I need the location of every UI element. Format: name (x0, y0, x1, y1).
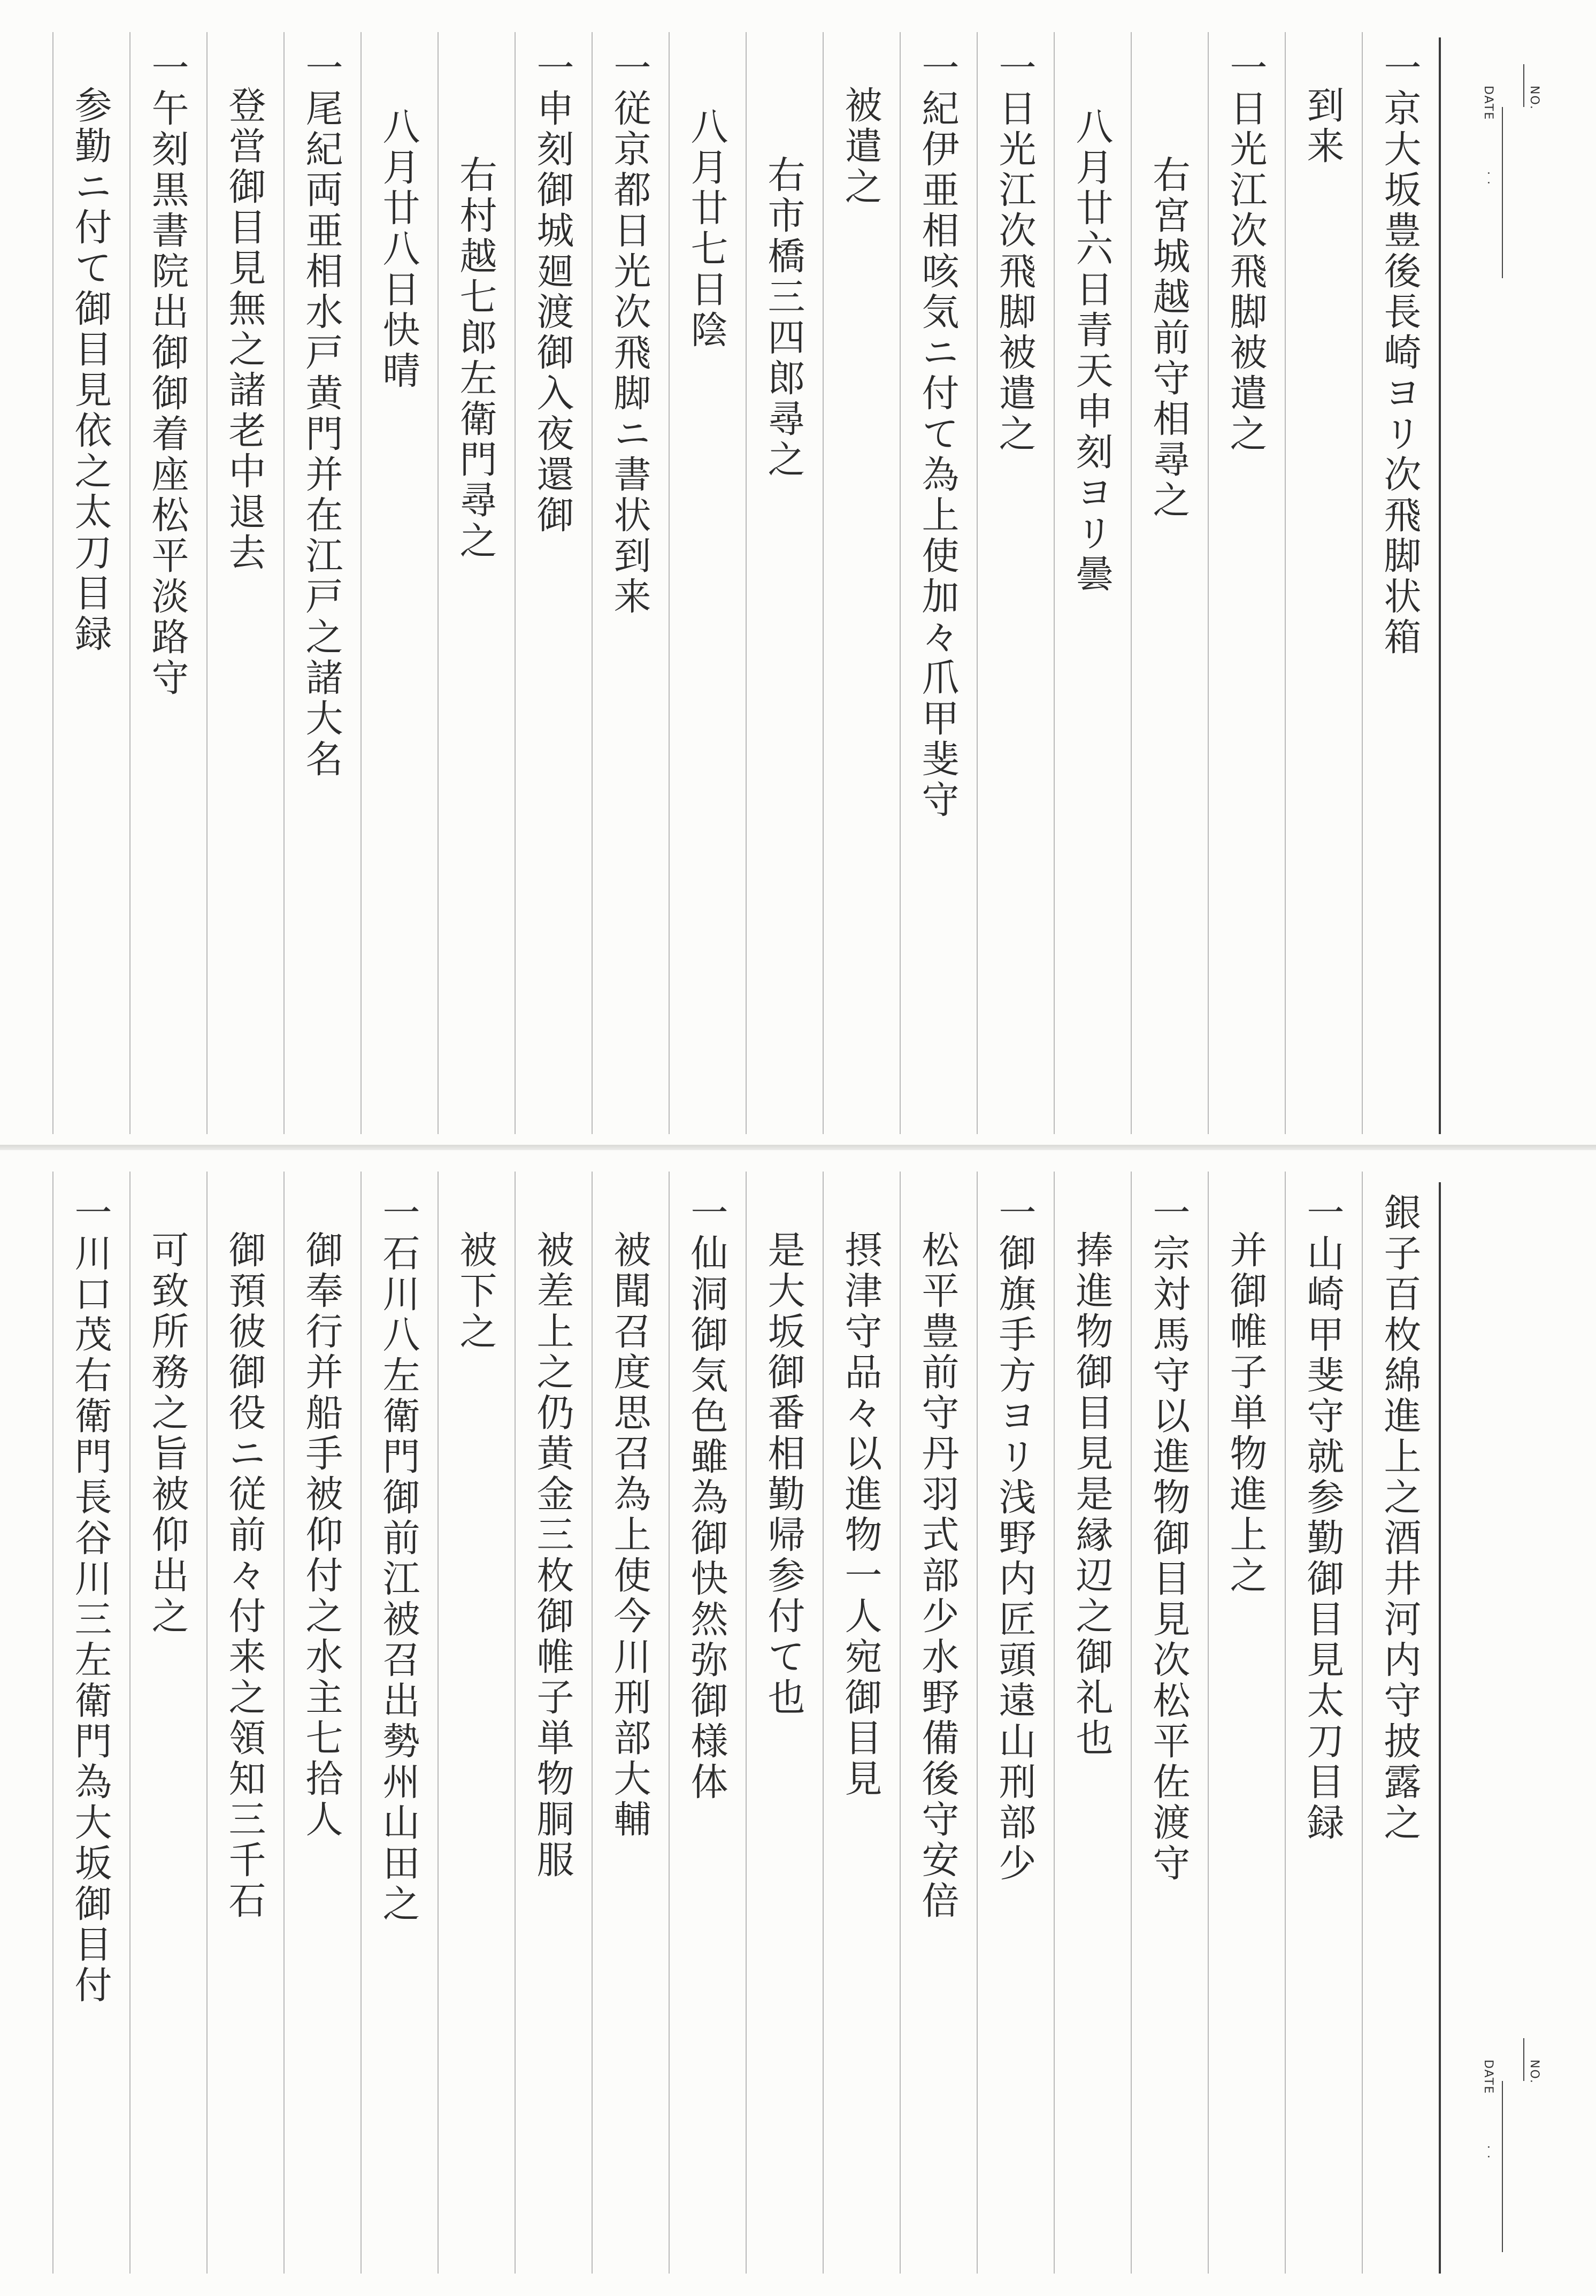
ruled-line (515, 1172, 516, 2274)
ruled-line (592, 1172, 593, 2274)
text-column: 捧進物御目見是縁辺之御礼也 (1070, 1230, 1114, 1759)
text-column: 八月廿八日快晴 (377, 107, 420, 392)
text-column: 被聞召度思召為上使今川刑部大輔 (608, 1230, 651, 1840)
ruled-line (515, 32, 516, 1134)
ruled-line (1131, 1172, 1132, 2274)
ruled-line (1285, 32, 1286, 1134)
text-column: 八月廿六日青天申刻ヨリ曇 (1070, 107, 1114, 595)
text-column: 是大坂御番相勤帰参付て也 (762, 1230, 805, 1718)
ruled-line (129, 1172, 131, 2274)
page-fold (0, 1145, 1596, 1150)
text-column: 松平豊前守丹羽式部少水野備後守安倍 (916, 1230, 960, 1922)
no-underline (1523, 64, 1524, 107)
ruled-line (1208, 32, 1209, 1134)
text-column: 一尾紀両亜相水戸黄門并在江戸之諸大名 (300, 48, 343, 780)
text-column: 并御帷子単物進上之 (1224, 1230, 1268, 1596)
ruled-line (746, 32, 747, 1134)
text-column: 被差上之仍黄金三枚御帷子単物胴服 (531, 1230, 574, 1881)
text-column: 一山崎甲斐守就参勤御目見太刀目録 (1301, 1193, 1345, 1843)
no-label: NO. (1528, 2060, 1541, 2084)
text-column: 被遣之 (839, 86, 883, 208)
margin-line (1439, 37, 1441, 1134)
ruled-line (52, 32, 53, 1134)
ruled-line (52, 1172, 53, 2274)
ruled-line (746, 1172, 747, 2274)
text-column: 一日光江次飛脚被遣之 (1224, 48, 1268, 455)
ruled-line (977, 1172, 978, 2274)
text-column: 一川口茂右衛門長谷川三左衛門為大坂御目付 (68, 1193, 112, 2006)
ruled-line (1131, 32, 1132, 1134)
notebook-page-top (0, 0, 1596, 1145)
text-column: 参勤ニ付て御目見依之太刀目録 (68, 86, 112, 655)
text-column: 一従京都日光次飛脚ニ書状到来 (608, 48, 651, 617)
ruled-line (360, 1172, 362, 2274)
text-column: 登営御目見無之諸老中退去 (222, 86, 266, 573)
ruled-line (360, 32, 362, 1134)
ruled-line (206, 1172, 208, 2274)
date-dots: . . (1485, 171, 1498, 186)
text-column: 一紀伊亜相咳気ニ付て為上使加々爪甲斐守 (916, 48, 960, 821)
ruled-line (823, 32, 824, 1134)
text-column: 八月廿七日陰 (685, 107, 728, 351)
text-column: 可致所務之旨被仰出之 (145, 1230, 189, 1637)
margin-line (1439, 1182, 1441, 2274)
text-column: 一日光江次飛脚被遣之 (993, 48, 1037, 455)
ruled-line (669, 32, 670, 1134)
ruled-line (1285, 1172, 1286, 2274)
text-column: 御奉行并船手被仰付之水主七拾人 (300, 1230, 343, 1840)
text-column: 銀子百枚綿進上之酒井河内守披露之 (1378, 1193, 1422, 1843)
text-column: 到来 (1301, 86, 1345, 167)
ruled-line (823, 1172, 824, 2274)
text-column: 一午刻黒書院出御御着座松平淡路守 (145, 48, 189, 699)
text-column: 右市橋三四郎尋之 (762, 155, 805, 480)
no-label: NO. (1528, 86, 1541, 110)
text-column: 一御旗手方ヨリ浅野内匠頭遠山刑部少 (993, 1193, 1037, 1884)
ruled-line (1208, 1172, 1209, 2274)
ruled-line (283, 32, 285, 1134)
ruled-line (1362, 32, 1363, 1134)
date-label: DATE (1482, 86, 1495, 121)
date-underline (1502, 2081, 1503, 2252)
ruled-line (1362, 1172, 1363, 2274)
text-column: 被下之 (454, 1230, 497, 1352)
ruled-line (977, 32, 978, 1134)
text-column: 右村越七郎左衛門尋之 (454, 155, 497, 562)
date-label: DATE (1482, 2060, 1495, 2095)
ruled-line (900, 32, 901, 1134)
ruled-line (900, 1172, 901, 2274)
ruled-line (592, 32, 593, 1134)
text-column: 一石川八左衛門御前江被召出勢州山田之 (377, 1193, 420, 1925)
text-column: 一宗対馬守以進物御目見次松平佐渡守 (1147, 1193, 1191, 1884)
ruled-line (1054, 1172, 1055, 2274)
ruled-line (438, 32, 439, 1134)
ruled-line (438, 1172, 439, 2274)
notebook-page-bottom (0, 1150, 1596, 2296)
text-column: 一京大坂豊後長崎ヨリ次飛脚状箱 (1378, 48, 1422, 658)
text-column: 一申刻御城廻渡御入夜還御 (531, 48, 574, 536)
ruled-line (669, 1172, 670, 2274)
ruled-line (1054, 32, 1055, 1134)
ruled-line (206, 32, 208, 1134)
ruled-line (283, 1172, 285, 2274)
text-column: 御預彼御役ニ従前々付来之領知三千石 (222, 1230, 266, 1922)
ruled-line (129, 32, 131, 1134)
date-dots: . . (1485, 2145, 1498, 2160)
no-underline (1523, 2038, 1524, 2081)
date-underline (1502, 107, 1503, 278)
text-column: 右宮城越前守相尋之 (1147, 155, 1191, 521)
text-column: 一仙洞御気色雖為御快然弥御様体 (685, 1193, 728, 1803)
text-column: 摂津守品々以進物一人宛御目見 (839, 1230, 883, 1800)
